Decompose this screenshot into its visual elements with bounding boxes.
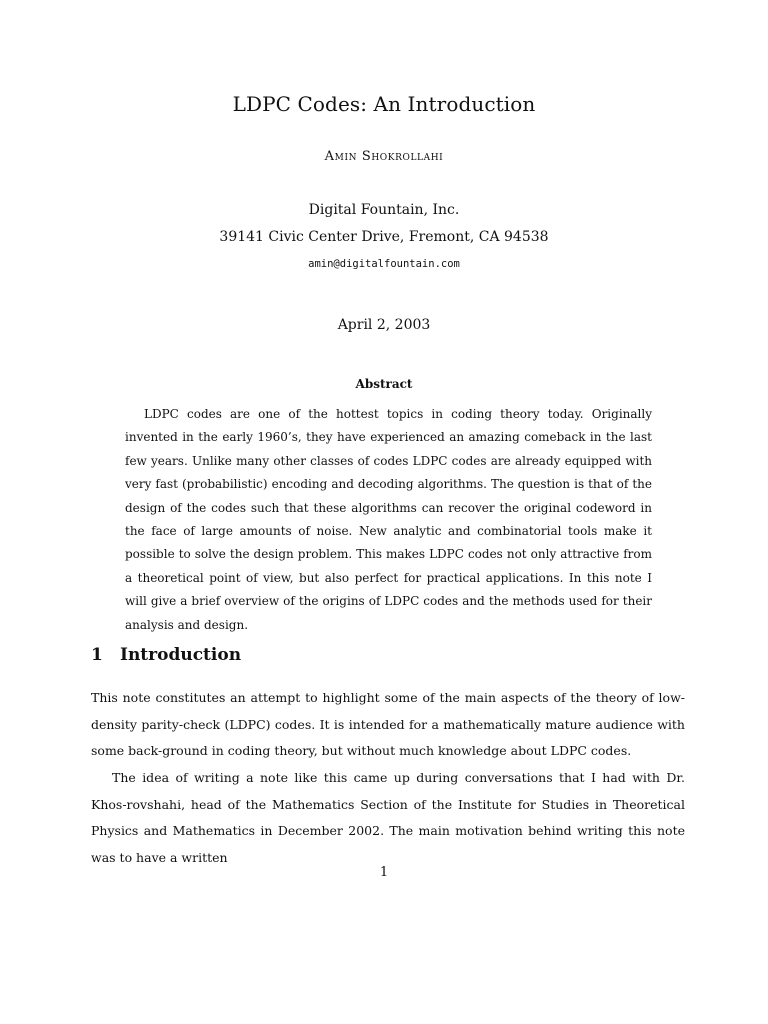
- author-name: Amin Shokrollahi: [324, 149, 444, 164]
- section-number: 1: [91, 645, 103, 665]
- author-email: amin@digitalfountain.com: [308, 258, 460, 270]
- section-heading: [91, 645, 241, 665]
- author-organization: Digital Fountain, Inc.: [308, 202, 460, 218]
- abstract-heading: Abstract: [355, 377, 413, 391]
- section-title: Introduction: [120, 645, 242, 665]
- author-address: 39141 Civic Center Drive, Fremont, CA 94538: [219, 229, 549, 245]
- page-number: 1: [379, 865, 389, 880]
- paper-date: April 2, 2003: [337, 317, 431, 333]
- abstract-body: LDPC codes are one of the hottest topics in coding theory today. Originally invented in the early 1960’s, they have experienced an amazing comeback in the last few years. Unlike many other classes of codes LDPC codes are already equipped with very fast (probabilistic) encoding and decoding algorithms. The question is that of the design of the codes such that these algorithms can recover the original codeword in the face of large amounts of noise. New analytic and combinatorial tools make it possible to solve the design problem. This makes LDPC codes not only attractive from a theoretical point of view, but also perfect for practical applications. In this note I will give a brief overview of the origins of LDPC codes and the methods used for their analysis and design.: [125, 407, 652, 632]
- paper-title: LDPC Codes: An Introduction: [232, 92, 536, 116]
- intro-paragraph-2: The idea of writing a note like this came up during conversations that I had with Dr. Khos-rovshahi, head of the Mathematics Section of the Institute for Studies in Theoretical Physics and Mathematics in December 2002. The main motivation behind writing this note was to have a written: [91, 770, 685, 865]
- intro-paragraph-1: This note constitutes an attempt to highlight some of the main aspects of the theory of low-density parity-check (LDPC) codes. It is intended for a mathematically mature audience with some back-ground in coding theory, but without much knowledge about LDPC codes.: [91, 690, 685, 758]
